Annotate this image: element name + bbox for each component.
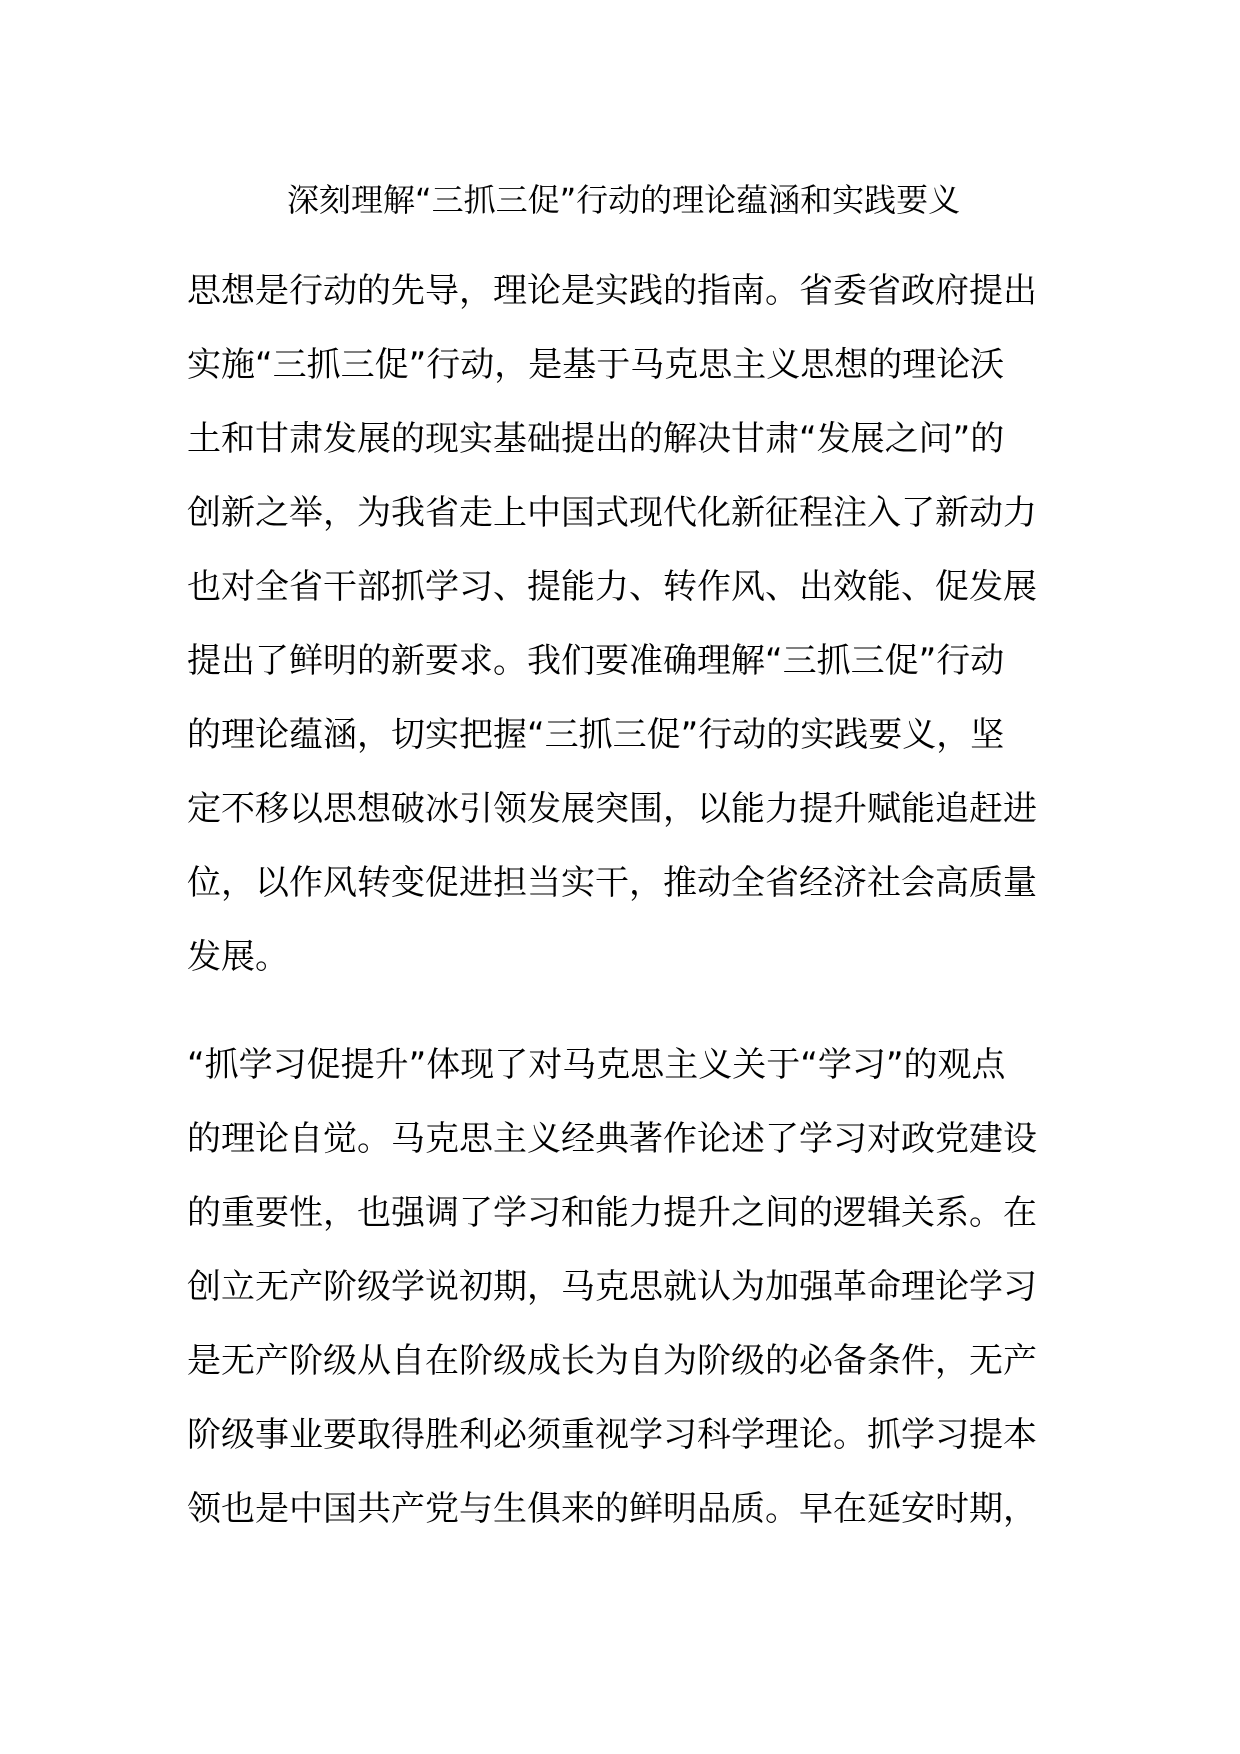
paragraph-line: 发展。 bbox=[187, 937, 289, 977]
paragraph-line: 阶级事业要取得胜利必须重视学习科学理论。抓学习提本 bbox=[187, 1415, 1037, 1455]
paragraph-line: 土和甘肃发展的现实基础提出的解决甘肃“发展之问”的 bbox=[187, 419, 1005, 459]
document-title: 深刻理解“三抓三促”行动的理论蕴涵和实践要义 bbox=[287, 181, 961, 219]
paragraph-line: 的重要性，也强调了学习和能力提升之间的逻辑关系。在 bbox=[187, 1193, 1037, 1233]
paragraph-line: 领也是中国共产党与生俱来的鲜明品质。早在延安时期， bbox=[187, 1489, 1037, 1529]
paragraph-1 bbox=[187, 254, 1057, 994]
paragraph-2 bbox=[187, 1028, 1057, 1546]
paragraph-line: 创立无产阶级学说初期，马克思就认为加强革命理论学习 bbox=[187, 1267, 1037, 1307]
paragraph-line: 定不移以思想破冰引领发展突围，以能力提升赋能追赶进 bbox=[187, 789, 1037, 829]
paragraph-line: 思想是行动的先导，理论是实践的指南。省委省政府提出 bbox=[187, 271, 1037, 311]
paragraph-line: 的理论自觉。马克思主义经典著作论述了学习对政党建设 bbox=[187, 1119, 1037, 1159]
paragraph-line: 也对全省干部抓学习、提能力、转作风、出效能、促发展 bbox=[187, 567, 1037, 607]
paragraph-line: 实施“三抓三促”行动，是基于马克思主义思想的理论沃 bbox=[187, 345, 1005, 385]
paragraph-line: 创新之举，为我省走上中国式现代化新征程注入了新动力 bbox=[187, 493, 1037, 533]
paragraph-line: “抓学习促提升”体现了对马克思主义关于“学习”的观点 bbox=[187, 1045, 1006, 1085]
paragraph-line: 是无产阶级从自在阶级成长为自为阶级的必备条件，无产 bbox=[187, 1341, 1037, 1381]
paragraph-line: 提出了鲜明的新要求。我们要准确理解“三抓三促”行动 bbox=[187, 641, 1005, 681]
paragraph-line: 位，以作风转变促进担当实干，推动全省经济社会高质量 bbox=[187, 863, 1037, 903]
paragraph-line: 的理论蕴涵，切实把握“三抓三促”行动的实践要义，坚 bbox=[187, 715, 1005, 755]
